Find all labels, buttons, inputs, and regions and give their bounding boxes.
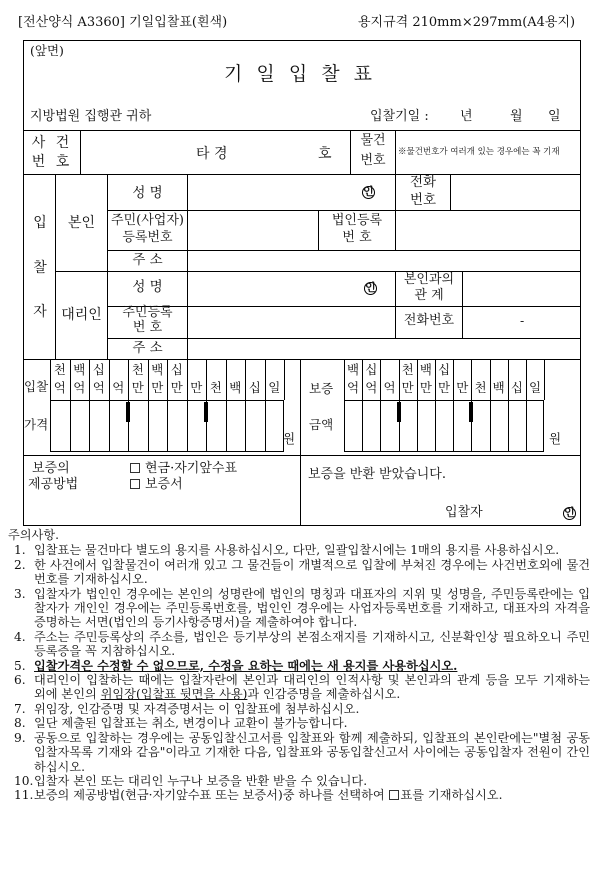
- agent-rel-label-1: 본인과의: [403, 272, 455, 287]
- dep-header-divider: [508, 360, 509, 400]
- addressee: 지방법원 집행관 귀하: [30, 109, 152, 124]
- dep-header-divider: [435, 360, 436, 400]
- agent-name-field[interactable]: [190, 273, 360, 304]
- note-item: [14, 673, 590, 702]
- note-text-b: 표를 기재하십시오.: [400, 788, 503, 803]
- bid-header-divider: [206, 360, 207, 400]
- note-text-a: 보증의 제공방법(현금·자기앞수표 또는 보증서)중 하나를 선택하여: [34, 788, 389, 803]
- note-number: 5.: [14, 658, 26, 673]
- dep-header-divider: [399, 360, 400, 400]
- case-type: 타 경: [196, 146, 228, 162]
- bidder-label-2: 찰: [33, 260, 47, 276]
- bid-digit-top: 십: [170, 362, 183, 377]
- case-label-2: 번 호: [31, 154, 73, 170]
- dep-header-divider: [490, 360, 491, 400]
- principal-label: 본인: [67, 215, 96, 231]
- bid-separator-mark: [204, 402, 208, 422]
- bid-header-divider: [167, 360, 168, 400]
- bid-digit-box[interactable]: [70, 400, 90, 452]
- bid-header-divider: [50, 360, 51, 400]
- note-text-b: 위임장(입찰표 뒷면을 사용): [100, 687, 248, 702]
- bid-digit-box[interactable]: [245, 400, 265, 452]
- note-number: 9.: [14, 730, 26, 745]
- dep-header-divider: [544, 360, 545, 400]
- note-text: 한 사건에서 입찰물건이 여러개 있고 그 물건들이 개별적으로 입찰에 부쳐진 경우에는 사건번호외에 물건번호를 기재하십시오.: [34, 557, 590, 587]
- dep-digit-box[interactable]: [526, 400, 544, 452]
- dep-digit-top: 백: [419, 362, 432, 377]
- checkbox-icon: [389, 790, 399, 800]
- note-number: 6.: [14, 673, 26, 688]
- bid-digit-box[interactable]: [128, 400, 148, 452]
- dep-digit-top: 백: [347, 362, 360, 377]
- principal-seal-icon: 인: [363, 185, 374, 198]
- principal-phone-field[interactable]: [452, 176, 579, 208]
- option-cash-label: 현금·자기앞수표: [145, 461, 238, 476]
- bid-digit-top: 십: [92, 362, 105, 377]
- option-guarantee[interactable]: [130, 478, 183, 493]
- note-item: [14, 774, 590, 788]
- dep-header-divider: [453, 360, 454, 400]
- bid-digit-top: 백: [151, 362, 164, 377]
- dep-header-divider: [526, 360, 527, 400]
- note-number: 7.: [14, 701, 26, 716]
- notes-section: [8, 528, 590, 803]
- dep-digit-bottom: 일: [529, 380, 542, 395]
- bid-separator-mark: [126, 402, 130, 422]
- dep-digit-top: 십: [438, 362, 451, 377]
- note-item: [14, 659, 590, 673]
- agent-seal-icon: 인: [365, 281, 376, 294]
- bid-digit-bottom: 만: [131, 380, 144, 395]
- note-number: 4.: [14, 629, 26, 644]
- agent-rrn-label-2: 번 호: [132, 320, 163, 335]
- bid-digit-bottom: 만: [190, 380, 203, 395]
- dep-header-divider: [380, 360, 381, 400]
- dep-digit-bottom: 만: [438, 380, 451, 395]
- bid-digit-top: 천: [53, 362, 66, 377]
- note-number: 11.: [14, 788, 34, 803]
- dep-digit-box[interactable]: [417, 400, 435, 452]
- dep-digit-box[interactable]: [490, 400, 508, 452]
- dep-digit-bottom: 억: [383, 380, 396, 395]
- bid-price-won: 원: [283, 431, 296, 446]
- bid-digit-bottom: 만: [170, 380, 183, 395]
- note-number: 2.: [14, 557, 26, 572]
- checkbox-cash-icon[interactable]: [130, 463, 140, 473]
- note-text: 입찰자 본인 또는 대리인 누구나 보증을 반환 받을 수 있습니다.: [34, 773, 368, 788]
- note-number: 3.: [14, 586, 26, 601]
- bid-header-divider: [245, 360, 246, 400]
- bid-date-label: 입찰기일 :: [370, 109, 429, 124]
- dep-digit-box[interactable]: [362, 400, 380, 452]
- principal-rrn-label-1: 주민(사업자): [111, 213, 184, 228]
- dep-header-divider: [417, 360, 418, 400]
- dep-digit-bottom: 억: [365, 380, 378, 395]
- dep-digit-box[interactable]: [399, 400, 417, 452]
- bid-digit-bottom: 일: [268, 380, 281, 395]
- note-item: [14, 558, 590, 587]
- option-guarantee-label: 보증서: [145, 477, 183, 492]
- agent-address-label: 주 소: [132, 340, 163, 356]
- bid-digit-top: 백: [73, 362, 86, 377]
- bid-header-divider: [109, 360, 110, 400]
- dep-digit-bottom: 천: [474, 380, 487, 395]
- note-number: 1.: [14, 543, 26, 558]
- agent-rel-label-2: 관 계: [414, 288, 444, 303]
- note-text: 주소는 주민등록상의 주소를, 법인은 등기부상의 본점소재지를 기재하시고, 신분확인상 필요하오니 주민등록증을 꼭 지참하십시오.: [34, 629, 590, 659]
- agent-phone-label: 전화번호: [403, 313, 455, 328]
- bid-header-divider: [128, 360, 129, 400]
- note-item: [14, 630, 590, 659]
- principal-phone-label-2: 번호: [409, 192, 437, 208]
- item-note: ※물건번호가 여러개 있는 경우에는 꼭 기재: [398, 147, 560, 157]
- principal-corp-label-2: 번 호: [342, 230, 372, 245]
- note-text-c: 과 인감증명을 제출하십시오.: [247, 687, 401, 702]
- bid-date-month: 월: [510, 109, 523, 124]
- deposit-label-1: 보증: [309, 381, 334, 396]
- deposit-returned: 보증을 반환 받았습니다.: [308, 467, 446, 482]
- bid-digit-bottom: 만: [151, 380, 164, 395]
- dep-digit-bottom: 백: [492, 380, 505, 395]
- note-text: 입찰가격은 수정할 수 없으므로, 수정을 요하는 때에는 새 용지를 사용하십시오.: [34, 658, 458, 673]
- agent-address-field[interactable]: [190, 340, 579, 358]
- case-label-1: 사 건: [31, 135, 73, 151]
- checkbox-guarantee-icon[interactable]: [130, 479, 140, 489]
- note-item: [14, 731, 590, 774]
- dep-digit-box[interactable]: [344, 400, 362, 452]
- principal-name-label: 성 명: [132, 185, 163, 201]
- bidder-sign-field[interactable]: [490, 502, 560, 522]
- principal-rrn-label-2: 등록번호: [122, 230, 173, 245]
- note-text: 위임장, 인감증명 및 자격증명서는 이 입찰표에 첨부하십시오.: [34, 701, 360, 716]
- dep-digit-top: 천: [401, 362, 414, 377]
- bid-digit-bottom: 억: [53, 380, 66, 395]
- bid-header-divider: [284, 360, 285, 400]
- bid-digit-box[interactable]: [167, 400, 187, 452]
- bid-header-divider: [187, 360, 188, 400]
- deposit-label-2: 금액: [309, 417, 334, 432]
- bidder-label-3: 자: [33, 304, 47, 320]
- paper-spec: 용지규격 210mm×297mm(A4용지): [358, 15, 576, 30]
- dep-digit-box[interactable]: [508, 400, 526, 452]
- bid-digit-bottom: 백: [229, 380, 242, 395]
- note-text: 입찰자가 법인인 경우에는 본인의 성명란에 법인의 명칭과 대표자의 지위 및 성명을, 주민등록란에는 입찰자가 개인인 경우에는 주민등록번호를, 법인인 경우에는 사업자등록번호를 기재하고, 대표자의 자격을 증명하는 서면(법인의 등기사항증명서)을 제출하여야 합니다.: [34, 586, 590, 630]
- dep-digit-box[interactable]: [471, 400, 489, 452]
- bid-digit-box[interactable]: [206, 400, 226, 452]
- bid-price-label-2: 가격: [24, 417, 49, 432]
- note-text: 공동으로 입찰하는 경우에는 공동입찰신고서를 입찰표와 함께 제출하되, 입찰표의 본인란에는"별첨 공동입찰자목록 기재와 같음"이라고 기재한 다음, 입찰표와 공동입찰신고서 사이에는 공동입찰자 전원이 간인 하십시오.: [34, 730, 590, 774]
- note-item: [14, 587, 590, 630]
- dep-header-divider: [344, 360, 345, 400]
- bid-digit-bottom: 억: [73, 380, 86, 395]
- bid-digit-box[interactable]: [148, 400, 168, 452]
- dep-digit-bottom: 만: [401, 380, 414, 395]
- bid-digit-bottom: 천: [209, 380, 222, 395]
- bid-date-year: 년: [460, 109, 473, 124]
- note-item: [14, 716, 590, 730]
- principal-phone-label-1: 전화: [409, 174, 437, 190]
- note-text: 입찰표는 물건마다 별도의 용지를 사용하십시오, 다만, 일괄입찰시에는 1매의 용지를 사용하십시오.: [34, 543, 560, 558]
- bid-header-divider: [226, 360, 227, 400]
- item-label-2: 번호: [360, 153, 386, 168]
- dep-digit-bottom: 억: [347, 380, 360, 395]
- agent-label: 대리인: [61, 307, 102, 323]
- bid-digit-box[interactable]: [89, 400, 109, 452]
- dep-digit-bottom: 만: [456, 380, 469, 395]
- agent-name-label: 성 명: [132, 279, 163, 295]
- front-label: (앞면): [30, 43, 64, 58]
- agent-relation-field[interactable]: [464, 273, 579, 304]
- bid-digit-bottom: 십: [248, 380, 261, 395]
- dep-digit-bottom: 십: [510, 380, 523, 395]
- note-item: [14, 788, 590, 802]
- bid-date-day: 일: [548, 109, 561, 124]
- dep-separator-mark: [397, 402, 401, 422]
- note-item: [14, 543, 590, 557]
- bid-digit-box[interactable]: [226, 400, 246, 452]
- dep-digit-box[interactable]: [435, 400, 453, 452]
- dep-separator-mark: [469, 402, 473, 422]
- bid-header-divider: [148, 360, 149, 400]
- dep-digit-bottom: 만: [419, 380, 432, 395]
- bidder-sign-label: 입찰자: [445, 505, 483, 520]
- principal-corp-label-1: 법인등록: [331, 213, 383, 228]
- bid-digit-box[interactable]: [50, 400, 70, 452]
- agent-rrn-field[interactable]: [190, 308, 393, 336]
- note-text: 일단 제출된 입찰표는 취소, 변경이나 교환이 불가능합니다.: [34, 716, 348, 731]
- form-id: [전산양식 A3360] 기일입찰표(흰색): [18, 15, 228, 30]
- agent-rrn-label-1: 주민등록: [122, 305, 173, 320]
- bid-header-divider: [70, 360, 71, 400]
- note-number: 8.: [14, 716, 26, 731]
- note-text-a: 대리인이 입찰하는 때에는 입찰자란에 본인과 대리인의 인적사항 및 본인과의 관계 등을 모두 기재하는 외에 본인의: [34, 673, 590, 702]
- case-number-field[interactable]: [82, 132, 348, 172]
- item-label-1: 물건: [360, 133, 386, 148]
- bidder-seal-icon: 인: [564, 506, 575, 519]
- method-label-1: 보증의: [32, 461, 70, 476]
- bid-header-divider: [265, 360, 266, 400]
- note-number: 10.: [14, 773, 34, 788]
- principal-rrn-field[interactable]: [190, 212, 316, 248]
- method-label-2: 제공방법: [28, 477, 79, 492]
- principal-address-field[interactable]: [190, 252, 579, 270]
- bid-header-divider: [89, 360, 90, 400]
- bid-digit-top: 천: [131, 362, 144, 377]
- principal-corp-field[interactable]: [397, 212, 579, 248]
- bid-digit-bottom: 억: [92, 380, 105, 395]
- bid-digit-box[interactable]: [265, 400, 285, 452]
- dep-header-divider: [362, 360, 363, 400]
- bidder-label-1: 입: [33, 215, 47, 231]
- principal-name-field[interactable]: [190, 176, 360, 208]
- dep-header-divider: [471, 360, 472, 400]
- option-cash[interactable]: [130, 462, 237, 477]
- bid-price-label-1: 입찰: [24, 379, 49, 394]
- dep-digit-top: 십: [365, 362, 378, 377]
- notes-heading: 주의사항.: [8, 528, 59, 542]
- bid-digit-bottom: 억: [112, 380, 125, 395]
- principal-address-label: 주 소: [132, 252, 163, 268]
- case-ho: 호: [318, 146, 332, 162]
- deposit-won: 원: [549, 431, 562, 446]
- note-item: [14, 702, 590, 716]
- agent-phone-value[interactable]: -: [520, 313, 525, 328]
- form-title: 기 일 입 찰 표: [224, 63, 376, 85]
